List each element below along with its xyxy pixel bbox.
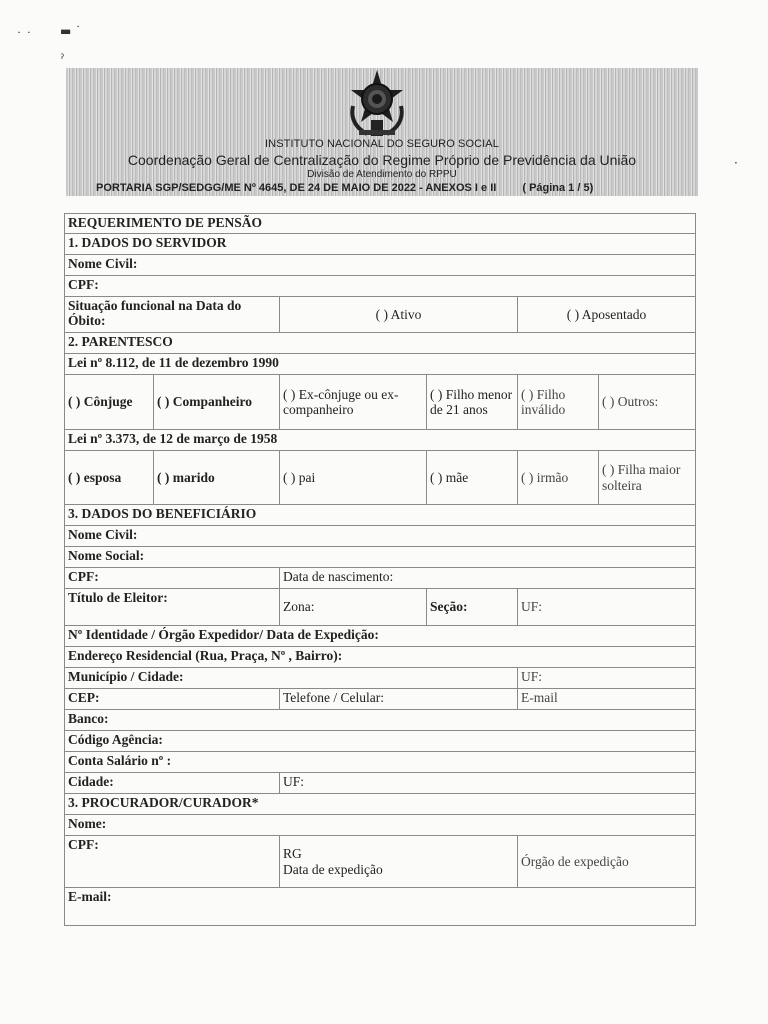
- outros-option[interactable]: ( ) Outros:: [599, 375, 696, 430]
- aposentado-option[interactable]: ( ) Aposentado: [518, 297, 696, 333]
- conta-salario-field[interactable]: Conta Salário nº :: [65, 752, 696, 773]
- identidade-field[interactable]: Nº Identidade / Órgão Expedidor/ Data de Expedição:: [65, 626, 696, 647]
- servidor-nome-civil-field[interactable]: Nome Civil:: [65, 255, 696, 276]
- codigo-agencia-field[interactable]: Código Agência:: [65, 731, 696, 752]
- banco-field[interactable]: Banco:: [65, 710, 696, 731]
- pension-request-form: [64, 213, 696, 926]
- situacao-funcional-label: Situação funcional na Data do Óbito:: [65, 297, 280, 333]
- section-1-heading: 1. DADOS DO SERVIDOR: [65, 234, 696, 255]
- companheiro-option[interactable]: ( ) Companheiro: [154, 375, 280, 430]
- ativo-option[interactable]: ( ) Ativo: [280, 297, 518, 333]
- beneficiario-nome-social-field[interactable]: Nome Social:: [65, 547, 696, 568]
- scan-mark: ˀ: [60, 52, 65, 66]
- servidor-cpf-field[interactable]: CPF:: [65, 276, 696, 297]
- esposa-option[interactable]: ( ) esposa: [65, 451, 154, 505]
- conjuge-option[interactable]: ( ) Cônjuge: [65, 375, 154, 430]
- rg-data-expedicao-field[interactable]: [280, 836, 518, 888]
- cidade-field[interactable]: Cidade:: [65, 773, 280, 794]
- marido-option[interactable]: ( ) marido: [154, 451, 280, 505]
- coat-of-arms-emblem: [345, 68, 409, 138]
- section-3-heading: 3. DADOS DO BENEFICIÁRIO: [65, 505, 696, 526]
- secao-field[interactable]: Seção:: [427, 589, 518, 626]
- beneficiario-cpf-field[interactable]: CPF:: [65, 568, 280, 589]
- procurador-cpf-field[interactable]: CPF:: [65, 836, 280, 888]
- uf-cidade-field[interactable]: UF:: [280, 773, 696, 794]
- titulo-eleitor-field[interactable]: Título de Eleitor:: [65, 589, 280, 626]
- page-number: ( Página 1 / 5): [522, 182, 594, 194]
- procurador-nome-field[interactable]: Nome:: [65, 815, 696, 836]
- institute-name: INSTITUTO NACIONAL DO SEGURO SOCIAL: [265, 138, 499, 150]
- section-4-heading: 3. PROCURADOR/CURADOR*: [65, 794, 696, 815]
- endereco-field[interactable]: Endereço Residencial (Rua, Praça, Nº , Bairro):: [65, 647, 696, 668]
- form-title: REQUERIMENTO DE PENSÃO: [65, 214, 696, 234]
- telefone-field[interactable]: Telefone / Celular:: [280, 689, 518, 710]
- beneficiario-email-field[interactable]: E-mail: [518, 689, 696, 710]
- zona-field[interactable]: Zona:: [280, 589, 427, 626]
- filha-maior-solteira-option[interactable]: ( ) Filha maior solteira: [599, 451, 696, 505]
- portaria-line: [96, 182, 593, 194]
- orgao-expedicao-field[interactable]: Órgão de expedição: [518, 836, 696, 888]
- uf-municipio-field[interactable]: UF:: [518, 668, 696, 689]
- division-name: Divisão de Atendimento do RPPU: [307, 169, 457, 180]
- irmao-option[interactable]: ( ) irmão: [518, 451, 599, 505]
- beneficiario-nome-civil-field[interactable]: Nome Civil:: [65, 526, 696, 547]
- cep-field[interactable]: CEP:: [65, 689, 280, 710]
- scan-mark: ▬ ˙: [60, 24, 82, 38]
- data-nascimento-field[interactable]: Data de nascimento:: [280, 568, 696, 589]
- municipio-field[interactable]: Município / Cidade:: [65, 668, 518, 689]
- portaria-text: PORTARIA SGP/SEDGG/ME Nº 4645, DE 24 DE MAIO DE 2022 - ANEXOS I e II: [96, 182, 497, 194]
- ex-conjuge-option[interactable]: ( ) Ex-cônjuge ou ex-companheiro: [280, 375, 427, 430]
- scan-mark: ˙ ˙: [16, 30, 32, 44]
- filho-invalido-option[interactable]: ( ) Filho inválido: [518, 375, 599, 430]
- uf-eleitor-field[interactable]: UF:: [518, 589, 696, 626]
- document-header: [66, 68, 698, 196]
- data-expedicao-label: Data de expedição: [283, 861, 383, 877]
- rg-label: RG: [283, 846, 302, 862]
- section-2-heading: 2. PARENTESCO: [65, 333, 696, 354]
- lei-8112-label: Lei nº 8.112, de 11 de dezembro 1990: [65, 354, 696, 375]
- pai-option[interactable]: ( ) pai: [280, 451, 427, 505]
- scan-mark: ·: [734, 156, 738, 170]
- coordination-name: Coordenação Geral de Centralização do Regime Próprio de Previdência da União: [127, 152, 637, 168]
- filho-menor-option[interactable]: ( ) Filho menor de 21 anos: [427, 375, 518, 430]
- procurador-email-field[interactable]: E-mail:: [65, 888, 696, 926]
- lei-3373-label: Lei nº 3.373, de 12 de março de 1958: [65, 430, 696, 451]
- mae-option[interactable]: ( ) mãe: [427, 451, 518, 505]
